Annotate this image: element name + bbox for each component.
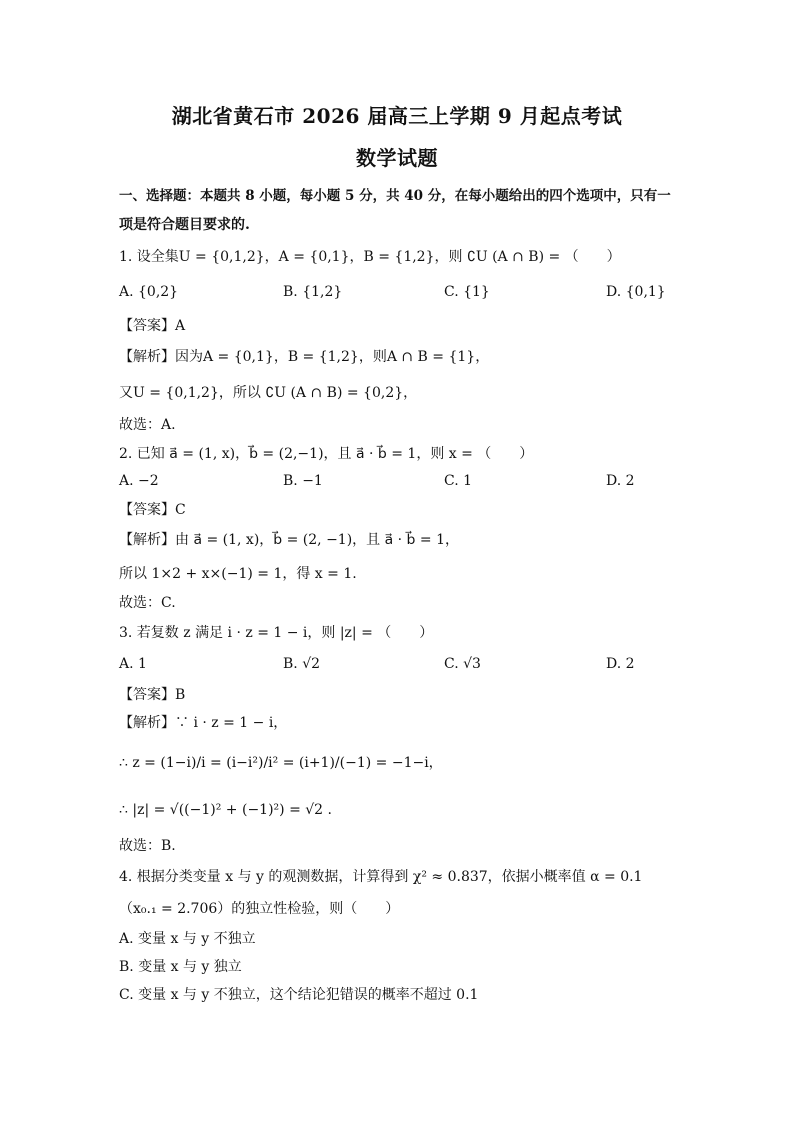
question-3-conclusion: 故选：B.: [119, 838, 176, 854]
question-1-analysis-line2: 又U = {0,1,2}，所以 ∁U (A ∩ B) = {0,2}，: [119, 385, 418, 401]
question-3-analysis-line3: ∴ |z| = √((−1)² + (−1)²) = √2 .: [119, 802, 332, 818]
question-2-analysis-line2: 所以 1×2 + x×(−1) = 1，得 x = 1.: [119, 566, 357, 582]
question-1-option-d: D. {0,1}: [606, 284, 666, 300]
question-2-answer: 【答案】C: [119, 502, 186, 518]
question-3-analysis-line2: ∴ z = (1−i)/i = (i−i²)/i² = (i+1)/(−1) = −1−i，: [119, 755, 443, 771]
question-1-conclusion: 故选：A.: [119, 417, 176, 433]
exam-subtitle: 数学试题: [356, 146, 438, 170]
question-2-stem: 2. 已知 a⃗ = (1, x)，b⃗ = (2,−1)，且 a⃗ · b⃗ = 1，则 x = （ ）: [119, 446, 534, 462]
question-4-stem-line2: （x₀.₁ = 2.706）的独立性检验，则（ ）: [119, 901, 400, 917]
section-instructions-line2: 项是符合题目要求的.: [119, 217, 250, 233]
question-4-option-b: B. 变量 x 与 y 独立: [119, 959, 242, 975]
question-3-option-a: A. 1: [119, 656, 147, 672]
exam-title: 湖北省黄石市 2026 届高三上学期 9 月起点考试: [171, 104, 623, 128]
question-4-option-c: C. 变量 x 与 y 不独立，这个结论犯错误的概率不超过 0.1: [119, 987, 479, 1003]
question-1-analysis-line1: 【解析】因为A = {0,1}，B = {1,2}，则A ∩ B = {1}，: [119, 349, 490, 365]
section-instructions-line1: 一、选择题：本题共 8 小题，每小题 5 分，共 40 分，在每小题给出的四个选项中，只有一: [119, 188, 671, 204]
question-2-analysis-line1: 【解析】由 a⃗ = (1, x)，b⃗ = (2, −1)，且 a⃗ · b⃗ = 1，: [119, 532, 459, 548]
question-2-option-c: C. 1: [444, 473, 473, 489]
question-3-stem: 3. 若复数 z 满足 i · z = 1 − i，则 |z| = （ ）: [119, 625, 434, 641]
question-2-conclusion: 故选：C.: [119, 595, 176, 611]
question-1-option-b: B. {1,2}: [283, 284, 343, 300]
question-3-analysis-line1: 【解析】∵ i · z = 1 − i，: [119, 715, 288, 731]
question-2-option-b: B. −1: [283, 473, 323, 489]
question-3-option-c: C. √3: [444, 656, 481, 672]
question-3-answer: 【答案】B: [119, 687, 186, 703]
question-3-option-b: B. √2: [283, 656, 321, 672]
question-1-answer: 【答案】A: [119, 318, 186, 334]
question-1-option-c: C. {1}: [444, 284, 490, 300]
question-3-option-d: D. 2: [606, 656, 635, 672]
question-2-option-a: A. −2: [119, 473, 159, 489]
question-1-stem: 1. 设全集U = {0,1,2}，A = {0,1}，B = {1,2}，则 ∁U (A ∩ B) = （ ）: [119, 249, 621, 265]
question-2-option-d: D. 2: [606, 473, 635, 489]
question-1-option-a: A. {0,2}: [119, 284, 179, 300]
question-4-stem-line1: 4. 根据分类变量 x 与 y 的观测数据，计算得到 χ² ≈ 0.837，依据小概率值 α = 0.1: [119, 869, 643, 885]
question-4-option-a: A. 变量 x 与 y 不独立: [119, 931, 256, 947]
